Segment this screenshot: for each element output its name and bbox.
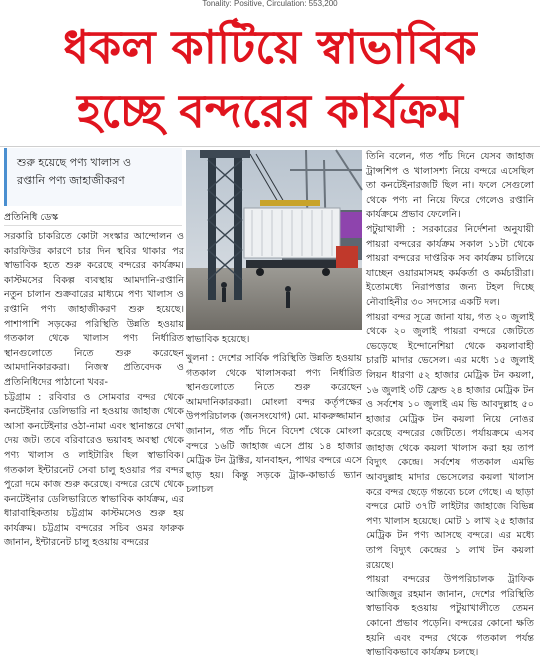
paragraph: চট্টগ্রাম : রবিবার ও সোমবার বন্দর থেকে কনটেইনার ডেলিভারি না হওয়ায় জাহাজ থেকে আসা কনটেইনার ওঠা-নামা এবং স্থানান্তরে দেখা দেয় জট। তবে বরিবারেও ভয়াবহ অবস্থা থেকে পণ্য খালাস ও লাইটারিং ছিল স্বাভাবিক। গতকাল ইন্টারনেট সেবা চালু হওয়ার পর বন্দর পুরো দমে কাজ শুরু করেছে। বন্দরে রেখে থেকে কনটেইনার ডেলিভারিতে স্বাভাবিক কার্যক্রম, এর ধারাবাহিকতায় চট্টগ্রাম কাস্টমসেও শুরু হয় কার্যক্রম। চট্টগ্রাম বন্দরের সচিব ওমর ফারুক জানান, ইন্টারনেট চালু হওয়ায় বন্দরের	[4, 391, 184, 549]
paragraph: পায়রা বন্দর সূত্রে জানা যায়, গত ২০ জুলাই থেকে ২০ জুলাই পায়রা বন্দরে জেটিতে ভেড়েছে ইন্দোনেশিয়া থেকে কয়লাবাহী চারটি মাদার ভেসেল। এর মধ্যে ১৫ জুলাই লিয়ন ধারণা ৫২ হাজার মেট্রিক টন কয়লা, ১৬ জুলাই ৩টি ফ্রেন্ড ২৪ হাজার মেট্রিক টন ও সর্বশেষ ১০ জুলাই এম ভি আবদুল্লাহ ৫০ হাজার মেট্রিক টন কয়লা নিয়ে নোঙর করেছে বন্দরের জেটিতে। পর্যায়ক্রমে এসব জাহাজ থেকে কয়লা খালাস করা হয় তাপ বিদ্যুৎ কেন্দ্রে। সর্বশেষ গতকাল এমভি আবদুল্লাহ মাদার ভেসেলের কয়লা খালাস করে বন্দর ছেড়ে গন্তব্যে চলে গেছে। এ ছাড়া বন্দরে মোট ৩৭টি লাইটার জাহাজে বিভিন্ন পণ্য খালাস হয়েছে। মোট ১ লাখ ২৫ হাজার মেট্রিক টন পণ্য আসছে বন্দরে। এর মধ্যে তাপ বিদ্যুৎ কেন্দ্রের ১ লাখ টন কয়লা রয়েছে।	[366, 311, 534, 571]
paragraph: পটুয়াখালী : সরকারের নির্দেশনা অনুযায়ী পায়রা বন্দরের কার্যক্রম সকাল ১১টা থেকে পায়রা বন্দরের দাপ্তরিক সব কার্যক্রম চালিয়ে যাচ্ছেন ওয়ারমাসমহ কর্মকর্তা ও কর্মচারীরা। ইতোমধ্যে নিরাপত্তার জন্য টহল দিচ্ছে নৌবাহিনীর ৩০ সদস্যের একটি দল।	[366, 223, 534, 308]
paragraph: তিনি বলেন, গত পাঁচ দিনে যেসব জাহাজ ট্রান্সশিপ ও খালাসশ্য নিয়ে বন্দরে এসেছিল তা কনটেইনারজটি ছিল না। ফলে সেগুলো থেকে পণ্য না নিয়ে ফিরে গেলেও রপ্তানি কার্যক্রমে প্রভাব ফেলেনি।	[366, 151, 534, 221]
byline: প্রতিনিধি ডেস্ক	[4, 210, 182, 226]
article-column-2	[186, 352, 362, 496]
paragraph: খুলনা : দেশের সার্বিক পরিস্থিতি উন্নতি হওয়ায় গতকাল থেকে খালাসকরা পণ্য নির্ধারিত স্থানগুলোতে নিতে শুরু করেছেন আমদানিকারকরা। মোংলা বন্দর কর্তৃপক্ষের উপপরিচালক (জনসংযোগ) মো. মাকরুজ্জামান জানান, গত পাঁচ দিনে বিদেশ থেকে মোংলা বন্দরে ১৬টি জাহাজ এসে প্রায় ১৪ হাজার মেট্রিক টন ট্রাক্টর, যানবাহন, পাথর বন্দরে এসে ছাড় হয়। কিন্তু সড়কে ট্রাক-কাভার্ড ভ্যান চলাচল	[186, 353, 362, 496]
divider	[0, 146, 540, 147]
article-column-3	[366, 150, 534, 659]
photo-caption: স্বাভাবিক হয়েছে।	[186, 334, 250, 345]
subheading-line-1: শুরু হয়েছে পণ্য খালাস ও	[17, 156, 132, 169]
headline-line-1: ধকল কাটিয়ে স্বাভাবিক	[63, 20, 477, 74]
subheading-line-2: রপ্তানি পণ্য জাহাজীকরণ	[17, 174, 125, 187]
paragraph: সরকারি চাকরিতে কোটা সংস্কার আন্দোলন ও কারফিউর কারণে চার দিন স্থবির থাকার পর স্বাভাবিক হতে শুরু করেছে বন্দরের কার্যক্রম। কাস্টমসের বিকল্প ব্যবস্থায় আমদানি-রপ্তানি নতুন চালান শুক্রবারের মাধ্যমে পণ্য খালাস ও রপ্তানি পণ্য জাহাজীকরণ শুরু হয়েছে। পাশাপাশি সড়কের পরিস্থিতি উন্নতি হওয়ায় গতকাল থেকে খালাস পণ্য নির্ধারিত স্থানগুলোতে নিতে শুরু করেছেন আমদানিকারকরা। নিজস্ব প্রতিবেদক ও প্রতিনিধিদের পাঠানো খবর-	[4, 231, 184, 388]
port-crane-photo	[186, 150, 362, 330]
subheading-box	[4, 148, 182, 206]
headline-line-2: হচ্ছে বন্দরের কার্যক্রম	[77, 84, 463, 138]
meta-line: Tonality: Positive, Circulation: 553,200	[202, 0, 338, 8]
paragraph: পায়রা বন্দরের উপপরিচালক ট্রাফিক আজিজুর রহমান জানান, দেশের পরিস্থিতি স্বাভাবিক হওয়ায় পটুয়াখালীতে তেমন কোনো প্রভাব পড়েনি। বন্দরের কোনো ক্ষতি হয়নি এবং বন্দর থেকে গতকাল পর্যন্ত স্বাভাবিকভাবে কার্যক্রম চলছে।	[366, 574, 534, 659]
article-column-1	[4, 230, 184, 549]
